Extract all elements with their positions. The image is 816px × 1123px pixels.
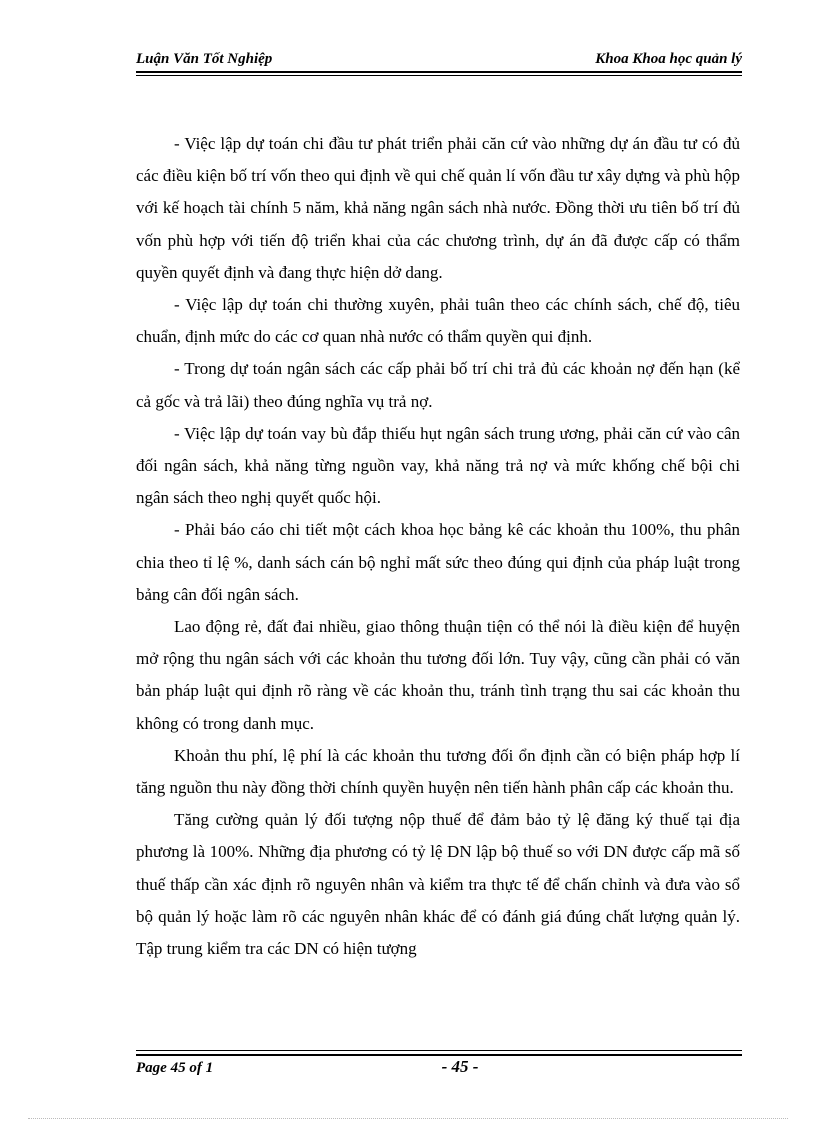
page-bottom-border <box>28 1118 788 1119</box>
footer-page-number: - 45 - <box>441 1057 479 1076</box>
header-faculty-name: Khoa Khoa học quản lý <box>595 51 742 67</box>
paragraph-recurrent-spending: - Việc lập dự toán chi thường xuyên, phải tuân theo các chính sách, chế độ, tiêu chuẩn, định mức do các cơ quan nhà nước có thẩm quyền qui định. <box>136 295 740 347</box>
paragraph-investment-budget: - Việc lập dự toán chi đầu tư phát triển phải căn cứ vào những dự án đầu tư có đủ các điều kiện bố trí vốn theo qui định về qui chế quản lí vốn đầu tư xây dựng và phù hộp với kế hoạch tài chính 5 năm, khả năng ngân sách nhà nước. Đồng thời ưu tiên bố trí đủ vốn phù hợp với tiến độ triển khai của các chương trình, dự án đã được cấp có thẩm quyền quyết định và đang thực hiện dở dang. <box>136 134 740 282</box>
page-header <box>136 48 742 70</box>
header-rule-thick <box>136 71 742 73</box>
paragraph-revenue-expansion: Lao động rẻ, đất đai nhiều, giao thông thuận tiện có thể nói là điều kiện để huyện mở rộng thu ngân sách với các khoản thu tương đối lớn. Tuy vậy, cũng cần phải có văn bản pháp luật qui định rõ ràng về các khoản thu, tránh tình trạng thu sai các khoản thu không có trong danh mục. <box>136 617 740 733</box>
paragraph-deficit-borrowing: - Việc lập dự toán vay bù đắp thiếu hụt ngân sách trung ương, phải căn cứ vào cân đối ngân sách, khả năng từng nguồn vay, khả năng trả nợ và mức khống chế bội chi ngân sách theo nghị quyết quốc hội. <box>136 423 740 508</box>
header-rule-thin <box>136 75 742 76</box>
header-thesis-title: Luận Văn Tốt Nghiệp <box>136 51 273 67</box>
paragraph-detailed-reporting: - Phải báo cáo chi tiết một cách khoa học bảng kê các khoản thu 100%, thu phân chia theo tỉ lệ %, danh sách cán bộ nghỉ mất sức theo đúng qui định của pháp luật trong bảng cân đối ngân sách. <box>136 520 740 604</box>
footer-rule-thin <box>136 1050 742 1051</box>
body-text <box>136 128 740 965</box>
paragraph-fees-charges: Khoản thu phí, lệ phí là các khoản thu tương đối ổn định cần có biện pháp hợp lí tăng nguồn thu này đồng thời chính quyền huyện nên tiến hành phân cấp các khoản thu. <box>136 745 740 798</box>
paragraph-taxpayer-management: Tăng cường quản lý đối tượng nộp thuế để đảm bảo tỷ lệ đăng ký thuế tại địa phương là 100%. Những địa phương có tỷ lệ DN lập bộ thuế so với DN được cấp mã số thuế thấp cần xác định rõ nguyên nhân và kiểm tra thực tế để chấn chỉnh và đưa vào sổ bộ quản lý hoặc làm rõ các nguyên nhân khác để có đánh giá đúng chất lượng quản lý. Tập trung kiểm tra các DN có hiện tượng <box>136 810 740 959</box>
paragraph-debt-repayment: - Trong dự toán ngân sách các cấp phải bố trí chi trả đủ các khoản nợ đến hạn (kể cả gốc và trả lãi) theo đúng nghĩa vụ trả nợ. <box>136 359 740 411</box>
footer-page-count: Page 45 of 1 <box>136 1060 214 1076</box>
